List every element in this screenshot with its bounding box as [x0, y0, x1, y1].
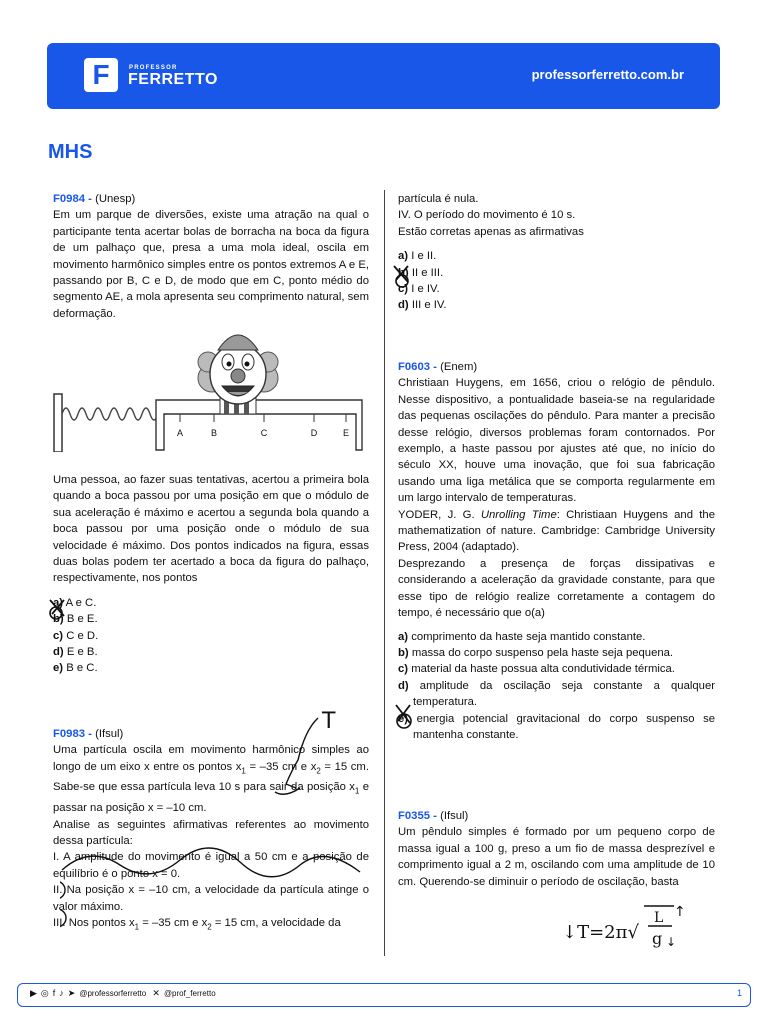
handle-x[interactable]: @prof_ferretto	[163, 989, 216, 998]
option-b[interactable]: b) II e III.	[398, 266, 444, 279]
left-column	[53, 191, 369, 322]
question-text-2: Uma pessoa, ao fazer suas tentativas, acertou a primeira bola quando a boca passou por uma posição em que o módulo de sua aceleração é máximo e acertou a segunda bola quando a boca passou por uma posição onde o módulo de sua velocidade é máximo. Dos pontos indicados na figura, essas duas bolas podem ter acertado a boca da figura do palhaço, respectivamente, nos pontos	[53, 474, 369, 585]
handwritten-mark-q1	[44, 594, 72, 622]
youtube-icon[interactable]: ▶	[30, 988, 37, 998]
q2-statement: Uma partícula oscila em movimento harmônico simples ao longo de um eixo x entre os pontos $x_1 = -35$ cm e $x_2 = 15$ cm. Sabe-se que essa partícula leva 10 s para sair da posição $x_1$ e passar na posição x = –10 cm.	[53, 744, 370, 815]
option-c[interactable]: c) I e IV.	[398, 283, 440, 296]
question-id: F0355 -	[398, 810, 437, 822]
q2-right	[398, 191, 715, 314]
svg-text:L: L	[654, 910, 664, 926]
question-id: F0984 -	[53, 193, 92, 205]
label-d: D	[310, 428, 318, 438]
page-title: MHS	[48, 141, 93, 163]
column-divider	[384, 190, 385, 956]
option-c[interactable]: c) C e D.	[53, 629, 99, 642]
label-c: C	[260, 428, 268, 438]
footer-bar	[17, 983, 751, 1007]
option-d[interactable]: d) E e B.	[53, 646, 98, 659]
svg-text:g: g	[652, 929, 663, 948]
label-e: E	[342, 428, 350, 438]
tiktok-icon[interactable]: ♪	[59, 988, 64, 998]
svg-text:↓: ↓	[666, 935, 677, 949]
q2-statement-3: III. Nos pontos $x_1 = -35$ cm e $x_2 = 15$ cm, a velocidade da	[53, 916, 341, 932]
question-text: Um pêndulo simples é formado por um pequeno corpo de massa igual a 100 g, preso a um fio de massa desprezível e comprimento igual a 2 m, oscilando com uma amplitude de 10 cm. Querendo-se diminuir o período de oscilação, basta	[398, 826, 715, 888]
q2-statement-1: I. A amplitude do movimento é igual a 50 cm e a posição de equilíbrio é o ponto x = 0.	[53, 851, 369, 880]
logo-small-text: PROFESSOR	[129, 65, 178, 71]
option-d[interactable]: d) amplitude da oscilação seja constante a qualquer temperatura.	[398, 679, 715, 709]
question-id: F0983 -	[53, 728, 92, 740]
svg-text:↓T=2π√: ↓T=2π√	[562, 922, 639, 943]
q2-intro: Analise as seguintes afirmativas referentes ao movimento dessa partícula:	[53, 818, 369, 847]
option-e[interactable]: e) B e C.	[53, 662, 98, 675]
option-d[interactable]: d) III e IV.	[398, 299, 447, 312]
question-source: (Ifsul)	[440, 810, 469, 822]
option-b[interactable]: b) B e E.	[53, 613, 98, 626]
facebook-icon[interactable]: f	[52, 988, 56, 998]
handwritten-mark-q3	[392, 701, 418, 731]
x-icon[interactable]: ✕	[152, 988, 160, 998]
q2-statement-3-end: partícula é nula.	[398, 193, 479, 205]
option-a[interactable]: a) I e II.	[398, 250, 437, 263]
q1-part2	[53, 472, 369, 677]
reference: YODER, J. G. Unrolling Time: Christiaan Huygens and the mathematization of nature. Cambridge: Cambridge University Press, 2004 (adaptado).	[398, 508, 715, 554]
question-source: (Enem)	[440, 361, 478, 373]
handle-primary[interactable]: @professorferretto	[79, 989, 147, 998]
svg-text:↑: ↑	[674, 904, 686, 920]
label-b: B	[210, 428, 218, 438]
q3	[398, 359, 715, 743]
option-e[interactable]: e) energia potencial gravitacional do corpo suspenso se mantenha constante.	[398, 712, 716, 741]
question-text: Em um parque de diversões, existe uma atração na qual o participante tenta acertar bolas de borracha na boca da figura de um palhaço que, presa a uma mola ideal, oscila em movimento harmônico simples entre os pontos extremos A e E, passando por B, C e D, de modo que em C, ponto médio do segmento AE, a mola apresenta seu comprimento natural, sem deformação.	[53, 209, 369, 320]
q4	[398, 808, 715, 890]
option-a[interactable]: a) comprimento da haste seja mantido constante.	[398, 630, 646, 643]
question-source: (Ifsul)	[95, 728, 124, 740]
svg-text:T: T	[322, 709, 336, 734]
handwritten-wave-q2	[60, 700, 370, 930]
logo-icon: F	[84, 58, 118, 92]
header-banner	[47, 43, 720, 109]
site-link[interactable]: professorferretto.com.br	[531, 67, 684, 82]
option-b[interactable]: b) massa do corpo suspenso pela haste seja pequena.	[398, 646, 674, 659]
label-a: A	[176, 428, 184, 438]
option-a[interactable]: a) A e C.	[53, 596, 97, 609]
handwritten-mark-q2	[390, 262, 416, 290]
telegram-icon[interactable]: ➤	[67, 988, 76, 998]
logo-name: FERRETTO	[128, 71, 218, 88]
question-source: (Unesp)	[95, 193, 136, 205]
question-id: F0603 -	[398, 361, 437, 373]
q2-statement-2: II. Na posição x = –10 cm, a velocidade da partícula atinge o valor máximo.	[53, 884, 369, 913]
handwritten-formula	[560, 898, 690, 958]
q2-statement-4: IV. O período do movimento é 10 s.	[398, 209, 576, 222]
question-text: Christiaan Huygens, em 1656, criou o relógio de pêndulo. Nesse dispositivo, a pontualidade baseia-se na regularidade das pequenas oscilações do pêndulo. Para manter a precisão desse relógio, diversos problemas foram contornados. Por exemplo, a haste passou por ajustes até que, no início do século XX, houve uma inovação, que foi sua fabricação usando uma liga metálica que se comporta regularmente em um largo intervalo de temperaturas.	[398, 377, 715, 505]
clown-spring-figure	[52, 326, 368, 452]
page-number: 1	[736, 988, 742, 998]
social-links	[30, 988, 216, 999]
instagram-icon[interactable]: ◎	[40, 988, 49, 998]
q2-question: Estão corretas apenas as afirmativas	[398, 225, 584, 238]
option-c[interactable]: c) material da haste possua alta condutividade térmica.	[398, 663, 675, 676]
question-text-2: Desprezando a presença de forças dissipativas e considerando a aceleração da gravidade constante, para que esse tipo de relógio realize corretamente a contagem do tempo, é necessário que o(a)	[398, 557, 715, 620]
